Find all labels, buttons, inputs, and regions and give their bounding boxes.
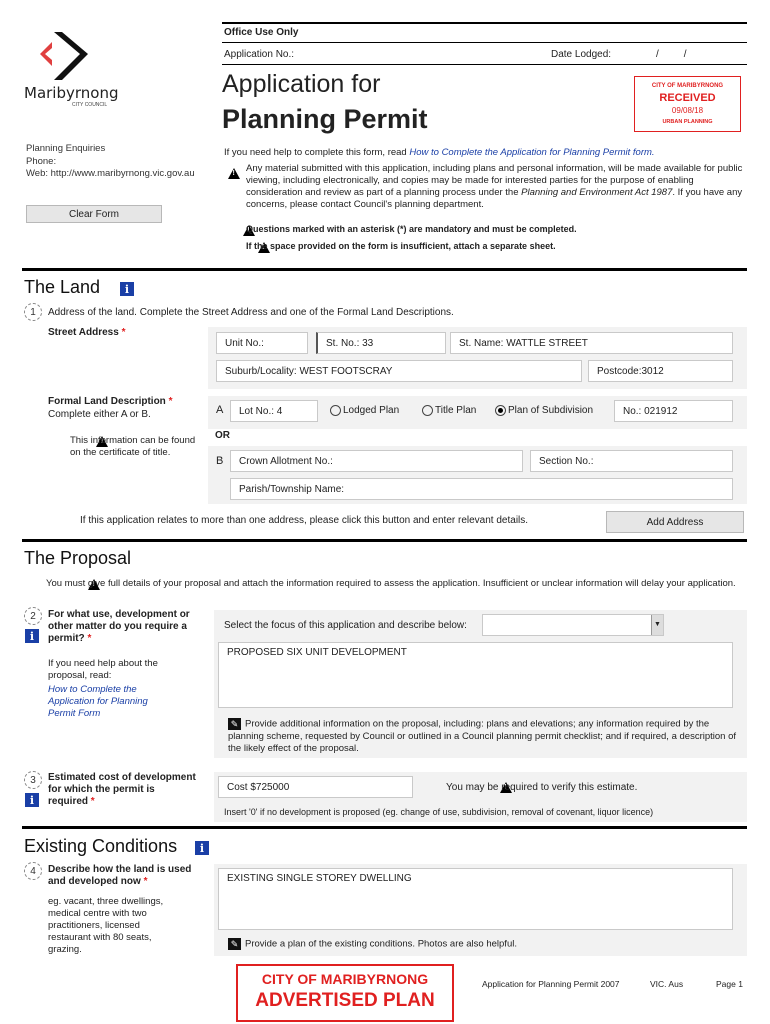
web-label: Web: http://www.maribyrnong.vic.gov.au xyxy=(26,168,195,179)
unit-no-field[interactable]: Unit No.: xyxy=(216,332,308,354)
or-label: OR xyxy=(215,430,230,441)
street-address-label: Street Address * xyxy=(48,327,126,338)
multi-address-text: If this application relates to more than one address, please click this button and enter relevant details. xyxy=(80,515,529,526)
q4-label: Describe how the land is used and developed now * xyxy=(48,864,192,887)
lot-no-field[interactable]: Lot No.: 4 xyxy=(230,400,318,422)
section-no-field[interactable]: Section No.: xyxy=(530,450,733,472)
street-name-field[interactable]: St. Name: WATTLE STREET xyxy=(450,332,733,354)
option-b-label: B xyxy=(216,455,224,467)
insert-zero-note: Insert '0' if no development is proposed (eg. change of use, subdivision, removal of covenant, liquor licence) xyxy=(224,807,654,817)
advertised-council: CITY OF MARIBYRNONG xyxy=(261,971,429,987)
cost-field[interactable]: Cost $725000 xyxy=(218,776,413,798)
section-title-proposal: The Proposal xyxy=(24,548,132,568)
pencil-icon: ✎ xyxy=(228,938,241,950)
dropdown-arrow-icon: ▼ xyxy=(651,615,663,635)
stamp-council: CITY OF MARIBYRNONG xyxy=(651,83,724,89)
enquiries-label: Planning Enquiries xyxy=(26,143,106,154)
received-stamp xyxy=(634,76,741,132)
radio-plan-of-subdivision[interactable]: Plan of Subdivision xyxy=(495,405,593,416)
radio-icon xyxy=(330,405,341,416)
q2-help: If you need help about the proposal, read: xyxy=(48,658,158,681)
date-lodged-label: Date Lodged: xyxy=(551,49,612,60)
privacy-notice: Any material submitted with this application, including plans and personal information, will be made available for public viewing, including electronically, and copies may be made for interested parties for the purpose of enabling consideration and review as part of a planning process under the Planning and Environment Act 1987. If you have any concerns, please contact Council's planning department. xyxy=(246,163,743,210)
radio-title-plan[interactable]: Title Plan xyxy=(422,405,476,416)
proposal-warning: You must give full details of your proposal and attach the information required to assess the application. Insufficient or unclear information will delay your application. xyxy=(46,578,736,589)
section-title-land: The Land xyxy=(24,277,101,297)
question-number-3: 3 xyxy=(24,771,42,789)
page-title-line1: Application for xyxy=(222,70,381,98)
logo-sub: CITY COUNCIL xyxy=(72,102,108,108)
parish-field[interactable]: Parish/Township Name: xyxy=(230,478,733,500)
land-instruction: Address of the land. Complete the Street Address and one of the Formal Land Descriptions. xyxy=(48,307,454,318)
logo-name: Maribyrnong xyxy=(24,84,119,102)
advertised-label: ADVERTISED PLAN xyxy=(255,990,435,1011)
formal-land-label: Formal Land Description * xyxy=(48,396,173,407)
application-no-label: Application No.: xyxy=(224,49,295,60)
option-a-label: A xyxy=(216,404,224,416)
question-number-4: 4 xyxy=(24,862,42,880)
date-lodged-value: / / xyxy=(656,49,687,60)
formal-land-sub: Complete either A or B. xyxy=(48,409,151,420)
page-title-line2: Planning Permit xyxy=(222,104,428,134)
question-number-1: 1 xyxy=(24,303,42,321)
stamp-date: 09/08/18 xyxy=(671,106,704,115)
office-use-title: Office Use Only xyxy=(224,27,299,38)
space-note: If the space provided on the form is insufficient, attach a separate sheet. xyxy=(246,241,556,251)
select-focus-label: Select the focus of this application and describe below: xyxy=(224,620,467,631)
info-icon[interactable]: i xyxy=(120,282,134,296)
help-text: If you need help to complete this form, read How to Complete the Application for Planning Permit form. xyxy=(224,147,655,158)
section-title-existing: Existing Conditions xyxy=(24,836,178,856)
council-logo xyxy=(24,26,134,106)
phone-label: Phone: xyxy=(26,155,57,167)
clear-form-button[interactable]: Clear Form xyxy=(26,205,162,223)
planning-enquiries xyxy=(26,143,206,181)
existing-plan-note: ✎ Provide a plan of the existing conditions. Photos are also helpful. xyxy=(228,938,738,951)
existing-conditions-field[interactable]: EXISTING SINGLE STOREY DWELLING xyxy=(218,868,733,930)
add-address-button[interactable]: Add Address xyxy=(606,511,744,533)
footer-region: VIC. Aus xyxy=(650,979,684,989)
advertised-plan-stamp xyxy=(236,964,454,1022)
postcode-field[interactable]: Postcode:3012 xyxy=(588,360,733,382)
radio-lodged-plan[interactable]: Lodged Plan xyxy=(330,405,399,416)
radio-selected-icon xyxy=(495,405,506,416)
q2-help-link[interactable]: How to Complete the Application for Planning Permit Form xyxy=(48,684,148,719)
help-link[interactable]: How to Complete the Application for Planning Permit form. xyxy=(409,147,655,158)
logo-mark-icon xyxy=(32,26,102,86)
verify-note: You may be required to verify this estimate. xyxy=(446,782,638,793)
suburb-field[interactable]: Suburb/Locality: WEST FOOTSCRAY xyxy=(216,360,582,382)
question-number-2: 2 xyxy=(24,607,42,625)
proposal-note: ✎ Provide additional information on the proposal, including: plans and elevations; any information required by the planning scheme, requested by Council or outlined in a Council planning permit checklist; and if required, a description of the likely effect of the proposal. xyxy=(228,718,737,754)
radio-icon xyxy=(422,405,433,416)
q4-examples: eg. vacant, three dwellings, medical centre with two practitioners, licensed restaurant with 80 seats, grazing. xyxy=(48,896,164,955)
plan-no-field[interactable]: No.: 021912 xyxy=(614,400,733,422)
proposal-description-field[interactable]: PROPOSED SIX UNIT DEVELOPMENT xyxy=(218,642,733,708)
crown-allotment-field[interactable]: Crown Allotment No.: xyxy=(230,450,523,472)
info-icon[interactable]: i xyxy=(25,629,39,643)
info-icon[interactable]: i xyxy=(195,841,209,855)
info-icon[interactable]: i xyxy=(25,793,39,807)
pencil-icon: ✎ xyxy=(228,718,241,730)
formal-land-note: This information can be found on the certificate of title. xyxy=(70,435,196,458)
street-no-field[interactable]: St. No.: 33 xyxy=(316,332,446,354)
footer-page: Page 1 xyxy=(716,979,743,989)
warning-icon xyxy=(228,168,240,179)
q2-label: For what use, development or other matter do you require a permit? * xyxy=(48,609,190,644)
stamp-status: RECEIVED xyxy=(659,92,716,104)
stamp-dept: URBAN PLANNING xyxy=(662,119,713,125)
focus-select[interactable] xyxy=(482,614,664,636)
mandatory-note: Questions marked with an asterisk (*) are mandatory and must be completed. xyxy=(246,224,577,234)
footer-form-name: Application for Planning Permit 2007 xyxy=(482,979,620,989)
q3-label: Estimated cost of development for which the permit is required * xyxy=(48,772,196,807)
